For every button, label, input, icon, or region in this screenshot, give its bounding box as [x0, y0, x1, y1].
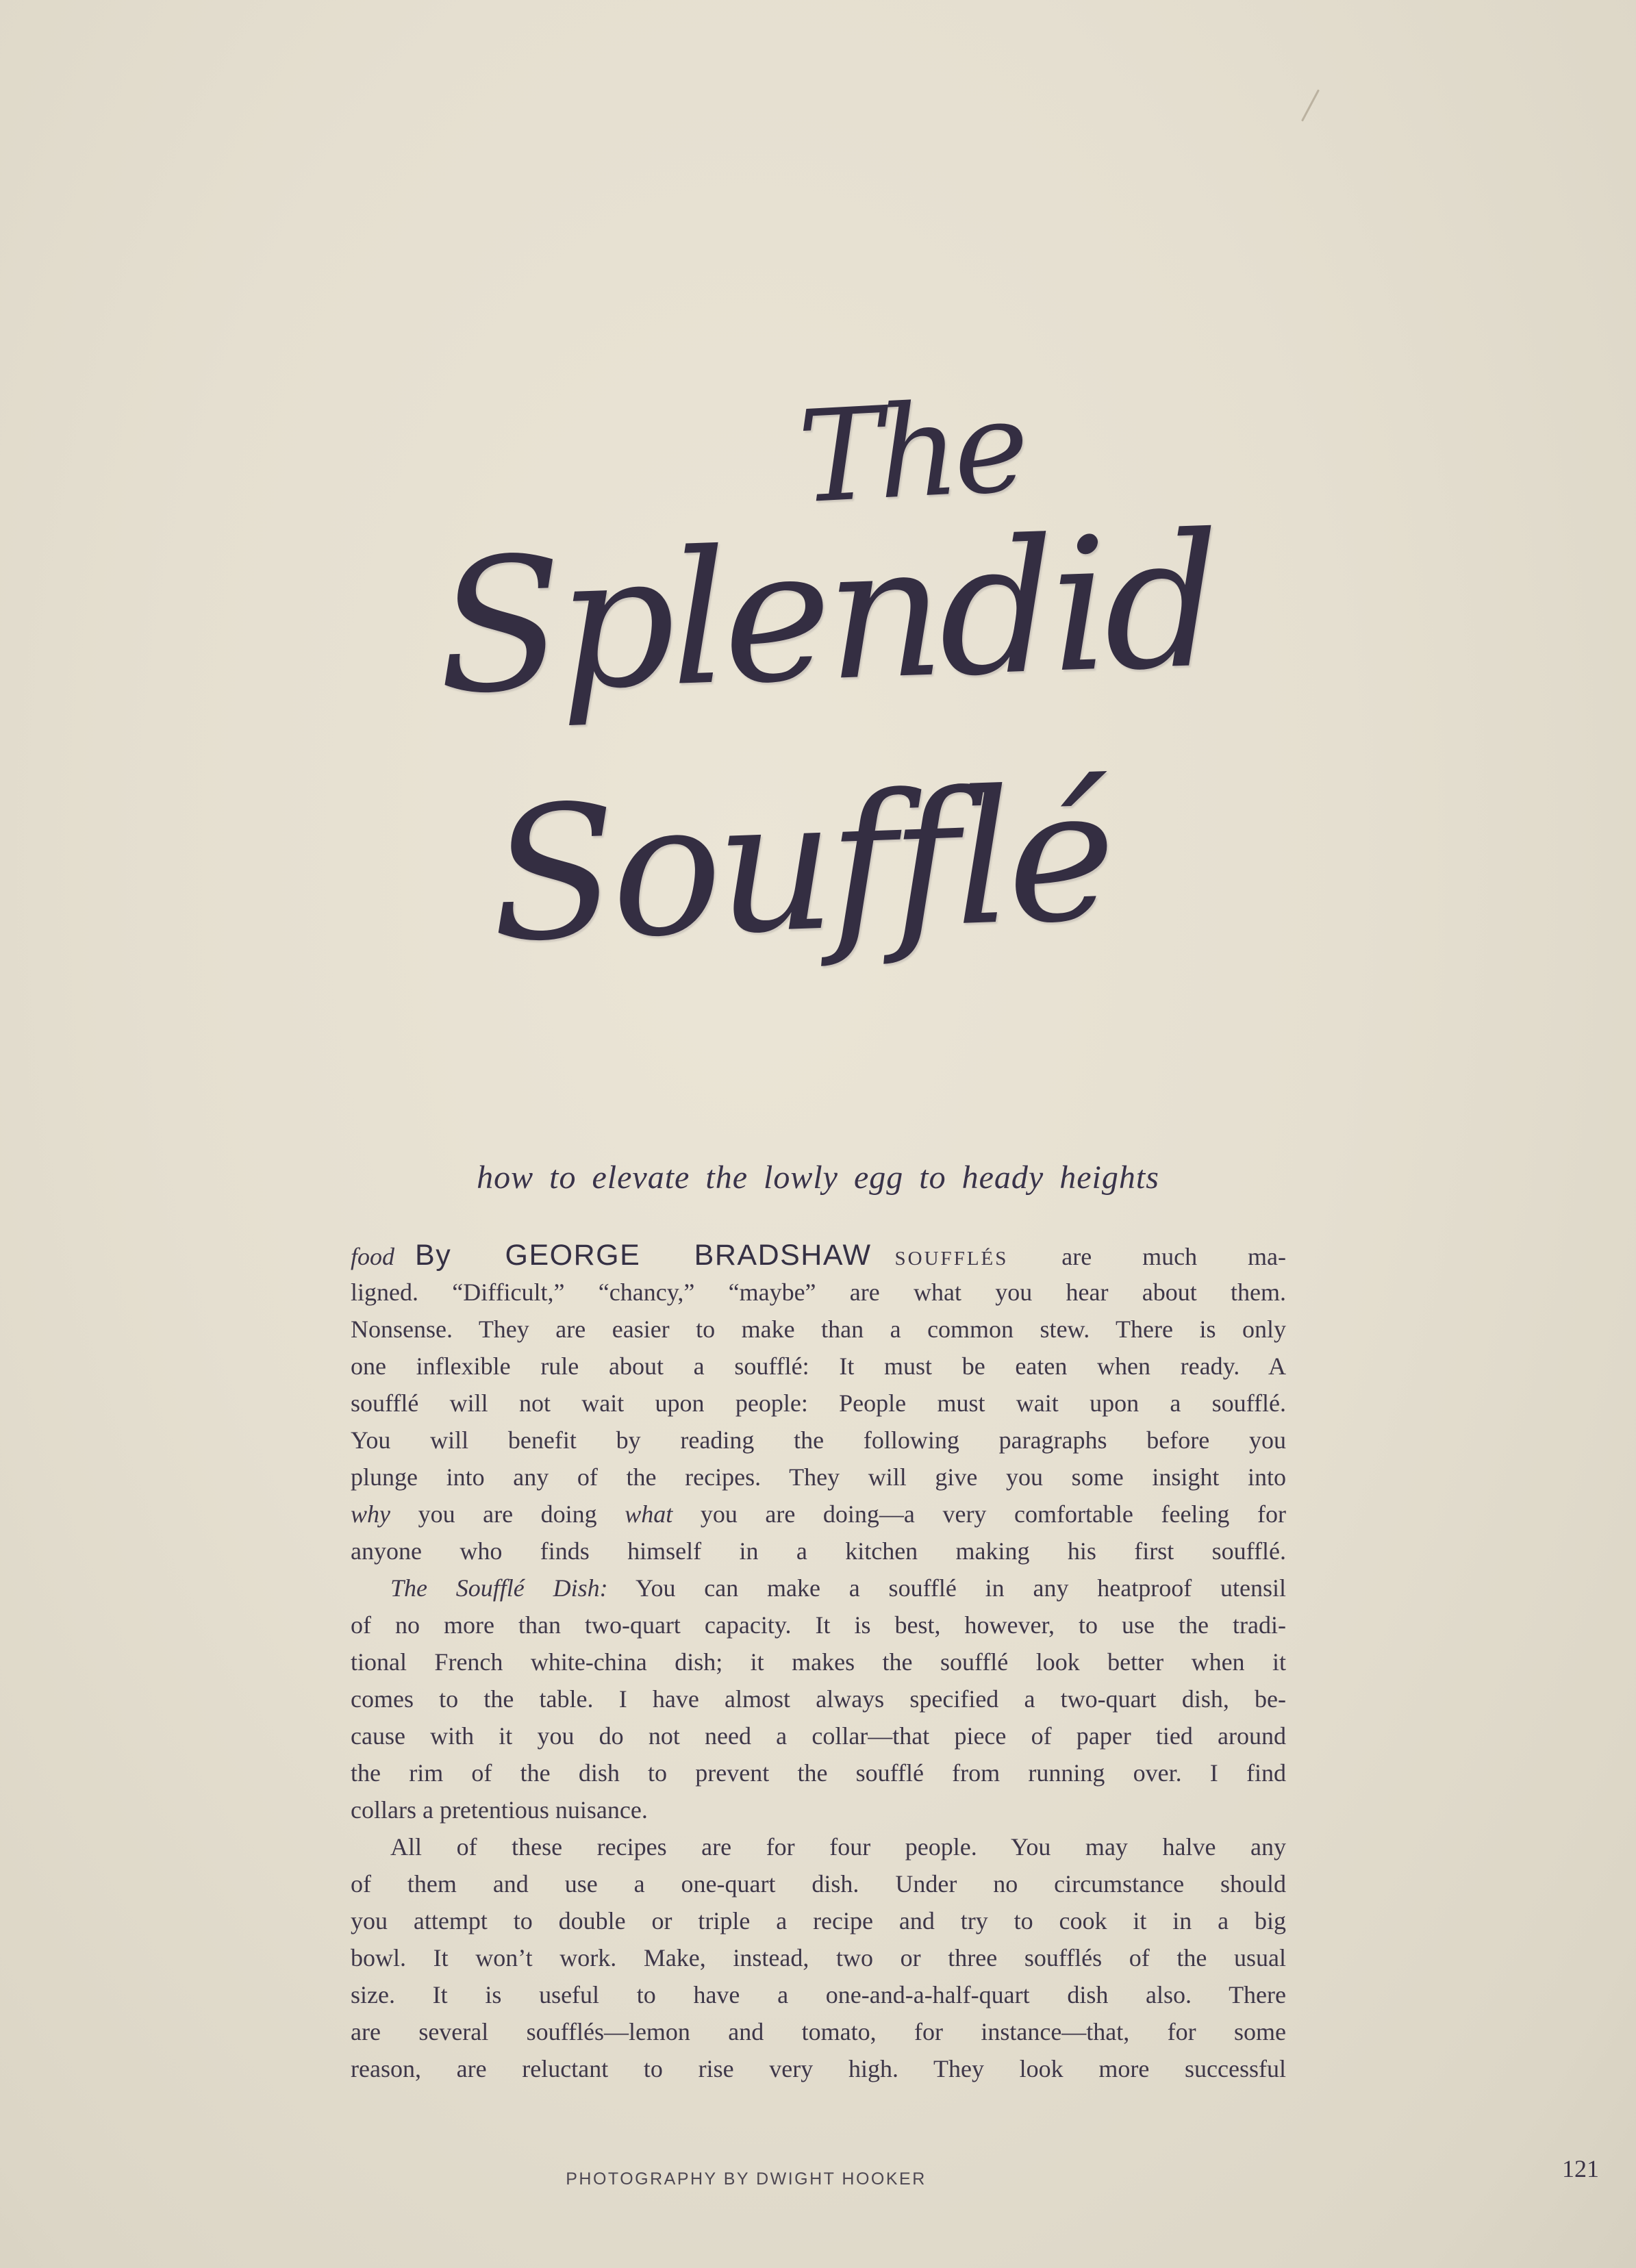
text-segment: The Soufflé Dish: — [390, 1574, 608, 1602]
text-segment: collars a pretentious nuisance. — [351, 1796, 648, 1824]
text-line — [351, 1754, 1286, 1791]
page-number: 121 — [1562, 2155, 1599, 2182]
text-line — [351, 1643, 1286, 1680]
byline-author: By GEORGE BRADSHAW — [415, 1239, 872, 1272]
text-line — [351, 1274, 1286, 1311]
text-segment: bowl. It won’t work. Make, instead, two or three soufflés of the usual — [351, 1944, 1286, 1971]
text-line — [351, 1237, 1286, 1274]
text-segment: You can make a soufflé in any heatproof utensil — [607, 1574, 1286, 1602]
text-line — [351, 1422, 1286, 1459]
text-segment: you are doing—a very comfortable feeling for — [672, 1500, 1286, 1528]
text-segment: You will benefit by reading the following paragraphs before you — [351, 1426, 1286, 1454]
title-word-splendid: Splendid — [433, 494, 1220, 735]
text-segment: you attempt to double or triple a recipe and try to cook it in a big — [351, 1907, 1286, 1935]
text-segment: tional French white-china dish; it makes the soufflé look better when it — [351, 1648, 1286, 1676]
text-line — [351, 1717, 1286, 1754]
text-segment: what — [625, 1500, 673, 1528]
text-segment: you are doing — [390, 1500, 625, 1528]
text-segment: are several soufflés—lemon and tomato, for instance—that, for some — [351, 2018, 1286, 2045]
text-segment: cause with it you do not need a collar—that piece of paper tied around — [351, 1722, 1286, 1750]
text-segment: size. It is useful to have a one-and-a-half-quart dish also. There — [351, 1981, 1286, 2008]
text-line — [351, 1570, 1286, 1606]
text-segment: plunge into any of the recipes. They will give you some insight into — [351, 1463, 1286, 1491]
text-line — [351, 1459, 1286, 1496]
text-line — [351, 1533, 1286, 1570]
text-segment: All of these recipes are for four people. You may halve any — [390, 1833, 1286, 1861]
text-line — [351, 1680, 1286, 1717]
text-line — [351, 1496, 1286, 1533]
print-scratch-mark — [1301, 89, 1320, 121]
text-segment: one inflexible rule about a soufflé: It must be eaten when ready. A — [351, 1352, 1286, 1380]
title-word-the: The — [794, 372, 1027, 532]
text-segment: are much ma- — [1011, 1243, 1286, 1270]
paragraph — [351, 1570, 1286, 1828]
text-line — [351, 1606, 1286, 1643]
text-segment: soufflé will not wait upon people: People must wait upon a soufflé. — [351, 1389, 1286, 1417]
text-segment: ligned. “Difficult,” “chancy,” “maybe” are what you hear about them. — [351, 1278, 1286, 1306]
text-line — [351, 2013, 1286, 2050]
title-word-souffle: Soufflé — [487, 748, 1113, 983]
text-line — [351, 2050, 1286, 2087]
text-line — [351, 1865, 1286, 1902]
article-body — [351, 1237, 1286, 2087]
department-label: food — [351, 1243, 395, 1270]
text-line — [351, 1791, 1286, 1828]
paragraph — [351, 1237, 1286, 1570]
paragraph — [351, 1828, 1286, 2087]
text-line — [351, 1828, 1286, 1865]
text-segment: of them and use a one-quart dish. Under no circumstance should — [351, 1870, 1286, 1898]
text-segment: comes to the table. I have almost always specified a two-quart dish, be- — [351, 1685, 1286, 1713]
text-segment: why — [351, 1500, 390, 1528]
text-line — [351, 1311, 1286, 1348]
text-segment: anyone who finds himself in a kitchen making his first soufflé. — [351, 1537, 1286, 1565]
subtitle: how to elevate the lowly egg to heady heights — [477, 1159, 1159, 1196]
text-line — [351, 1902, 1286, 1939]
text-line — [351, 1976, 1286, 2013]
text-segment: of no more than two-quart capacity. It is best, however, to use the tradi- — [351, 1611, 1286, 1639]
photo-credit: PHOTOGRAPHY BY DWIGHT HOOKER — [566, 2169, 927, 2189]
text-segment: the rim of the dish to prevent the soufflé from running over. I find — [351, 1759, 1286, 1787]
text-segment: reason, are reluctant to rise very high. They look more successful — [351, 2055, 1286, 2082]
leadin-smallcaps: SOUFFLÉS — [894, 1248, 1009, 1270]
text-line — [351, 1939, 1286, 1976]
text-line — [351, 1385, 1286, 1422]
text-segment: Nonsense. They are easier to make than a common stew. There is only — [351, 1315, 1286, 1343]
text-line — [351, 1348, 1286, 1385]
